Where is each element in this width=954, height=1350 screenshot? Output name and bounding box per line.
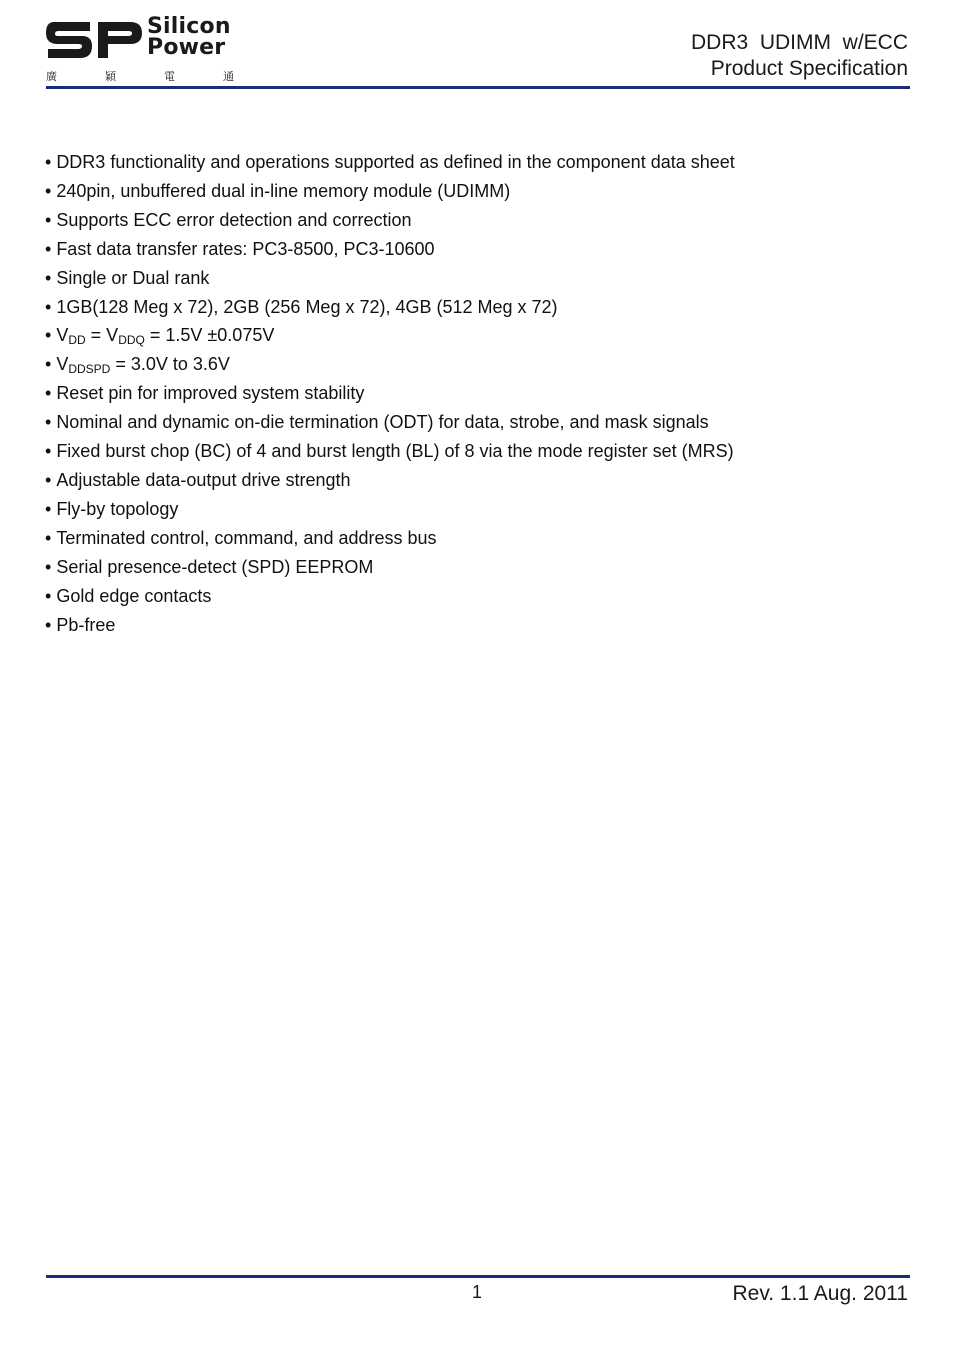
logo-cjk-char: 電 — [164, 70, 175, 83]
document-title-line2: Product Specification — [710, 57, 908, 80]
footer-divider — [46, 1275, 910, 1278]
silicon-power-logo — [46, 16, 236, 82]
logo-word-power: Power — [147, 35, 226, 60]
page-number: 1 — [471, 1282, 482, 1302]
feature-item: • Adjustable data-output drive strength — [45, 466, 905, 495]
feature-item: • Nominal and dynamic on-die termination (ODT) for data, strobe, and mask signals — [45, 408, 905, 437]
vddspd-subscript: DDSPD — [68, 362, 111, 377]
feature-item: • Fly-by topology — [45, 495, 905, 524]
vddq-subscript: DDQ — [118, 333, 145, 348]
feature-item: • 240pin, unbuffered dual in-line memory module (UDIMM) — [45, 177, 905, 206]
vdd-symbol: V — [56, 325, 69, 346]
vdd-value: = 1.5V ±0.075V — [144, 325, 275, 346]
logo-cjk-char: 通 — [223, 70, 234, 83]
sp-logo-mark-icon — [46, 20, 144, 60]
vddspd-symbol: V — [56, 354, 69, 375]
logo-cjk-char: 廣 — [46, 70, 57, 83]
vddspd-value: = 3.0V to 3.6V — [110, 354, 230, 375]
document-title-line1: DDR3 UDIMM w/ECC — [690, 31, 908, 54]
feature-item: • DDR3 functionality and operations supported as defined in the component data sheet — [45, 148, 905, 177]
feature-item: • Serial presence-detect (SPD) EEPROM — [45, 553, 905, 582]
feature-item: • Single or Dual rank — [45, 264, 905, 293]
feature-item: • 1GB(128 Meg x 72), 2GB (256 Meg x 72), 4GB (512 Meg x 72) — [45, 293, 905, 322]
feature-item: • Gold edge contacts — [45, 582, 905, 611]
feature-list — [45, 148, 905, 639]
vdd-subscript: DD — [68, 333, 86, 348]
feature-item: • Terminated control, command, and address bus — [45, 524, 905, 553]
page-header — [46, 16, 910, 88]
feature-item: • Pb-free — [45, 611, 905, 640]
header-divider — [46, 86, 910, 89]
revision-label: Rev. 1.1 Aug. 2011 — [732, 1282, 908, 1305]
vdd-equals: = V — [85, 325, 119, 346]
feature-item: • Fast data transfer rates: PC3-8500, PC3-10600 — [45, 235, 905, 264]
logo-cjk-char: 穎 — [105, 70, 116, 83]
feature-item-vdd — [45, 321, 905, 350]
feature-item: • Reset pin for improved system stability — [45, 379, 905, 408]
logo-word-silicon: Silicon — [147, 14, 231, 39]
logo-chinese-name — [46, 68, 234, 84]
feature-item-vddspd — [45, 350, 905, 379]
feature-item: • Supports ECC error detection and correction — [45, 206, 905, 235]
document-title — [691, 30, 908, 82]
feature-item: • Fixed burst chop (BC) of 4 and burst length (BL) of 8 via the mode register set (MRS) — [45, 437, 905, 466]
logo-wordmark — [147, 16, 231, 58]
